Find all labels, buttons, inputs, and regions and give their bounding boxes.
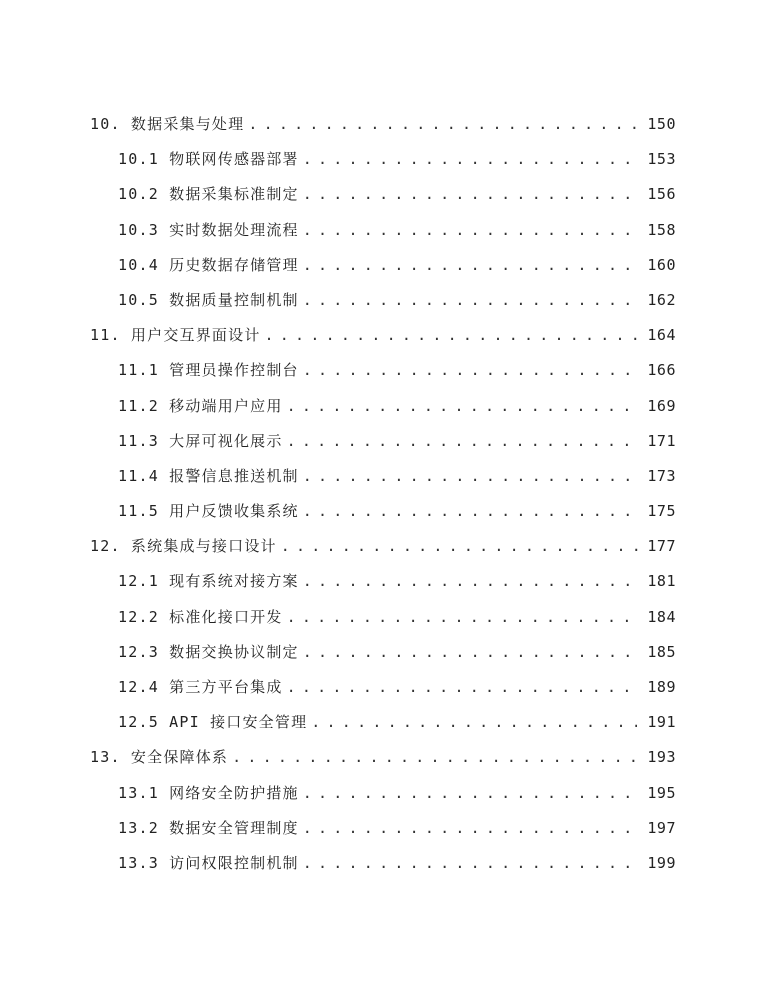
toc-page-number: 164 [647,326,676,345]
toc-entry-10-3[interactable] [90,213,676,248]
toc-entry-12-5[interactable] [90,705,676,740]
toc-entry-title: 11. 用户交互界面设计 [90,326,261,345]
toc-entry-12-1[interactable] [90,564,676,599]
toc-entry-12-3[interactable] [90,635,676,670]
toc-page-number: 199 [647,853,676,872]
toc-entry-11-4[interactable] [90,459,676,494]
toc-entry-title: 13. 安全保障体系 [90,748,229,767]
toc-page-number: 153 [647,150,676,169]
toc-page-number: 158 [647,220,676,239]
toc-dot-leader [303,494,638,529]
toc-dot-leader [303,213,638,248]
toc-entry-title: 13.1 网络安全防护措施 [118,783,299,802]
toc-entry-13[interactable] [90,740,676,775]
toc-page-number: 169 [647,396,676,415]
toc-dot-leader [303,635,638,670]
toc-dot-leader [281,529,646,564]
toc-entry-title: 12.1 现有系统对接方案 [118,572,299,591]
toc-entry-title: 13.2 数据安全管理制度 [118,818,299,837]
toc-entry-12[interactable] [90,529,676,564]
toc-page-number: 189 [647,678,676,696]
toc-entry-title: 11.2 移动端用户应用 [118,396,283,415]
toc-dot-leader [303,283,638,318]
toc-entry-12-2[interactable] [90,600,676,635]
toc-entry-title: 12.4 第三方平台集成 [118,678,283,696]
toc-dot-leader [311,705,637,740]
toc-entry-title: 11.5 用户反馈收集系统 [118,502,299,521]
toc-page-number: 185 [647,642,676,661]
toc-entry-13-3[interactable] [90,846,676,881]
toc-page-number: 162 [647,290,676,309]
toc-entry-title: 10. 数据采集与处理 [90,115,245,133]
toc-page-number: 150 [647,115,676,133]
toc-dot-leader [287,670,638,705]
toc-page-number: 197 [647,818,676,837]
toc-dot-leader [303,564,638,599]
toc-entry-title: 11.4 报警信息推送机制 [118,466,299,485]
toc-entry-10-2[interactable] [90,177,676,212]
toc-dot-leader [265,318,646,353]
toc-entry-title: 12. 系统集成与接口设计 [90,537,277,556]
toc-entry-title: 12.5 API 接口安全管理 [118,713,308,732]
toc-entry-title: 12.2 标准化接口开发 [118,607,283,626]
toc-page-number: 191 [647,713,676,732]
toc-dot-leader [287,600,638,635]
toc-dot-leader [287,424,638,459]
toc-entry-11[interactable] [90,318,676,353]
toc-dot-leader [303,353,638,388]
toc-dot-leader [303,776,638,811]
toc-page-number: 195 [647,783,676,802]
toc-dot-leader [303,846,638,881]
toc-entry-title: 13.3 访问权限控制机制 [118,853,299,872]
toc-page-number: 184 [647,607,676,626]
toc-dot-leader [248,107,645,142]
toc-dot-leader [303,459,638,494]
toc-dot-leader [303,177,638,212]
toc-page-number: 171 [647,431,676,450]
toc-page-number: 193 [647,748,676,767]
toc-entry-10-4[interactable] [90,248,676,283]
toc-entry-title: 10.3 实时数据处理流程 [118,220,299,239]
toc-entry-title: 11.3 大屏可视化展示 [118,431,283,450]
toc-page-number: 166 [647,361,676,380]
toc-entry-11-5[interactable] [90,494,676,529]
toc-entry-title: 10.2 数据采集标准制定 [118,185,299,204]
toc-entry-13-2[interactable] [90,811,676,846]
toc-entry-title: 10.5 数据质量控制机制 [118,290,299,309]
toc-page-number: 181 [647,572,676,591]
toc-entry-10-5[interactable] [90,283,676,318]
toc-entry-11-2[interactable] [90,389,676,424]
toc-dot-leader [303,811,638,846]
toc-page-number: 173 [647,466,676,485]
toc-entry-title: 10.1 物联网传感器部署 [118,150,299,169]
toc-page-number: 177 [647,537,676,556]
toc-entry-11-1[interactable] [90,353,676,388]
toc-dot-leader [232,740,645,775]
toc-entry-11-3[interactable] [90,424,676,459]
toc-entry-title: 12.3 数据交换协议制定 [118,642,299,661]
toc-entry-13-1[interactable] [90,776,676,811]
toc-page-number: 156 [647,185,676,204]
toc-entry-10-1[interactable] [90,142,676,177]
table-of-contents [90,107,676,881]
toc-entry-12-4[interactable] [90,670,676,705]
toc-page-number: 160 [647,255,676,274]
toc-entry-title: 11.1 管理员操作控制台 [118,361,299,380]
toc-dot-leader [303,248,638,283]
toc-entry-title: 10.4 历史数据存储管理 [118,255,299,274]
toc-page-number: 175 [647,502,676,521]
toc-dot-leader [303,142,638,177]
toc-dot-leader [287,389,638,424]
toc-entry-10[interactable] [90,107,676,142]
